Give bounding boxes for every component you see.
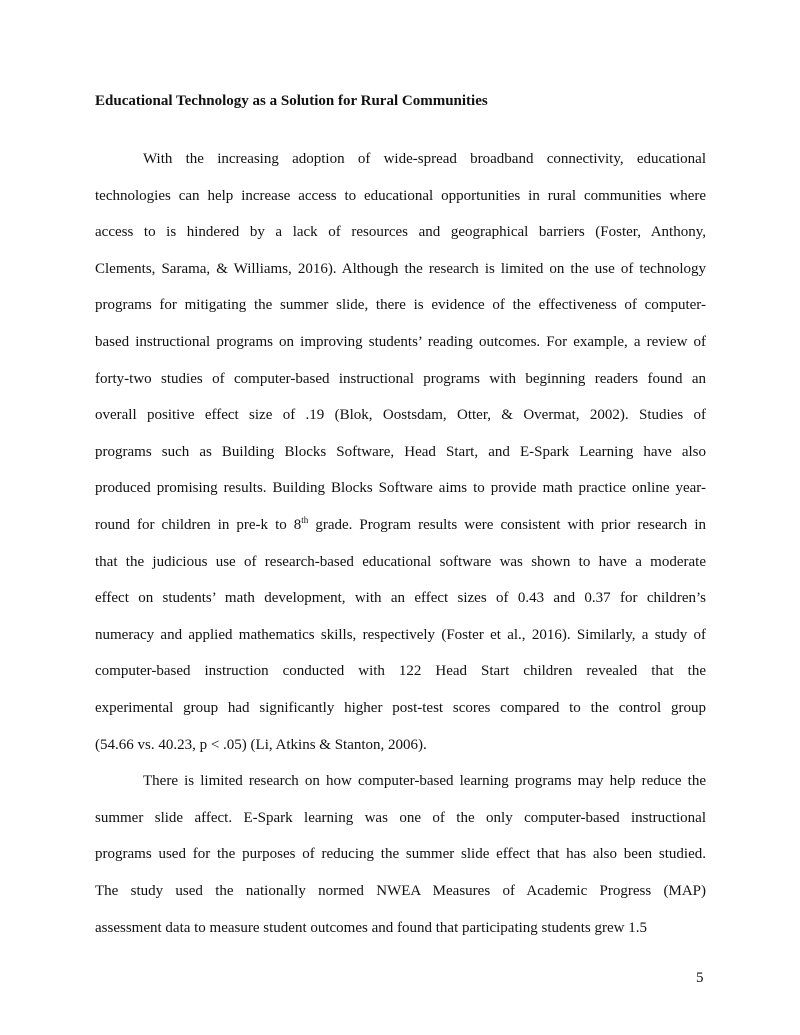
ordinal-superscript: th [301,515,309,525]
paragraph-line: The study used the nationally normed NWEA Measures of Academic Progress (MAP) [95,883,706,899]
page-number: 5 [696,970,704,986]
paragraph-line: computer-based instruction conducted with 122 Head Start children revealed that the [95,663,706,680]
paragraph-line: assessment data to measure student outcomes and found that participating students grew 1.5 [95,919,647,936]
paragraph-line: Clements, Sarama, & Williams, 2016). Although the research is limited on the use of technology [95,260,706,277]
paragraph-line: based instructional programs on improving students’ reading outcomes. For example, a review of [95,334,706,350]
line-text: grade. Program results were consistent with prior research in [308,517,706,533]
section-heading: Educational Technology as a Solution for Rural Communities [95,93,488,109]
paragraph-line: effect on students’ math development, with an effect sizes of 0.43 and 0.37 for children’s [95,590,706,607]
paragraph-line [95,515,706,535]
paragraph-line: overall positive effect size of .19 (Blok, Oostsdam, Otter, & Overmat, 2002). Studies of [95,407,706,424]
paragraph-line: experimental group had significantly higher post-test scores compared to the control group [95,700,706,716]
paragraph-line: With the increasing adoption of wide-spread broadband connectivity, educational [143,151,706,167]
paragraph-line: forty-two studies of computer-based instructional programs with beginning readers found an [95,370,706,387]
paragraph-line: There is limited research on how computer-based learning programs may help reduce the [143,773,706,790]
paragraph-line: summer slide affect. E-Spark learning was one of the only computer-based instructional [95,809,706,826]
paragraph-line: access to is hindered by a lack of resources and geographical barriers (Foster, Anthony, [95,224,706,241]
paragraph-line: programs used for the purposes of reducing the summer slide effect that has also been studied. [95,846,706,863]
paragraph-line: that the judicious use of research-based educational software was shown to have a moderate [95,553,706,570]
paragraph-line: programs for mitigating the summer slide, there is evidence of the effectiveness of computer- [95,297,706,314]
paragraph-line: programs such as Building Blocks Software, Head Start, and E-Spark Learning have also [95,443,706,460]
paragraph-line: produced promising results. Building Blocks Software aims to provide math practice online year- [95,480,706,497]
paragraph-line: (54.66 vs. 40.23, p < .05) (Li, Atkins & Stanton, 2006). [95,736,427,753]
line-text: round for children in pre-k to 8 [95,517,302,533]
paragraph-line: technologies can help increase access to educational opportunities in rural communities where [95,187,706,204]
paragraph-line: numeracy and applied mathematics skills, respectively (Foster et al., 2016). Similarly, a study of [95,626,706,643]
